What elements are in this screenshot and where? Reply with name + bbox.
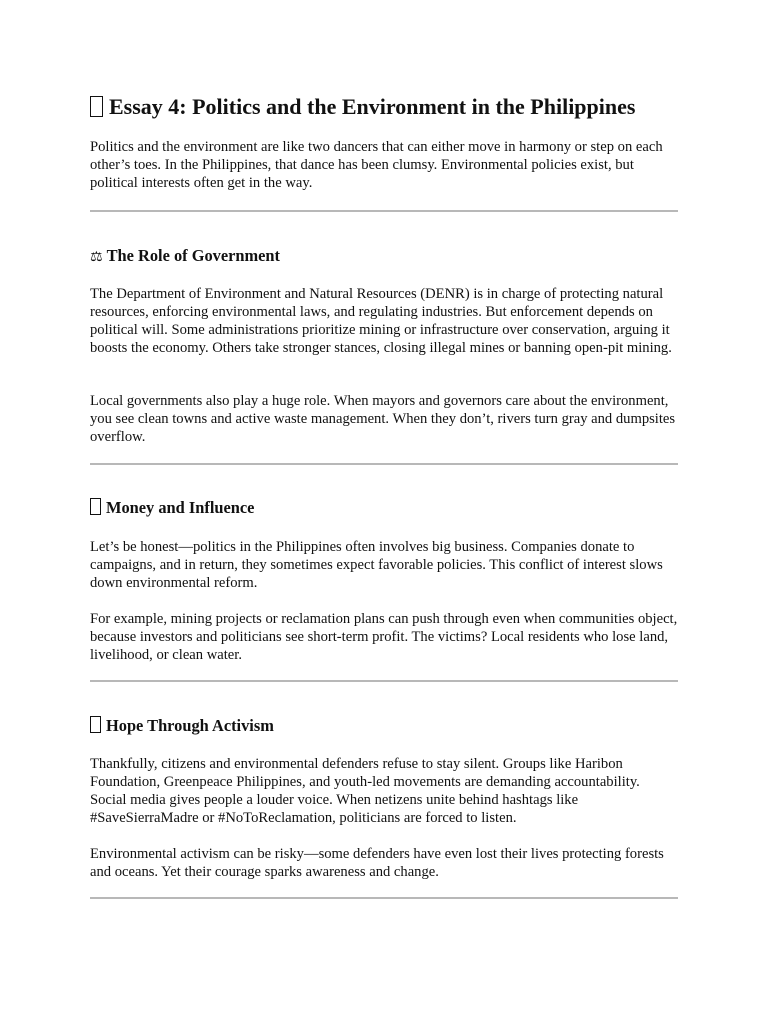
- section-heading-role-of-government: [90, 245, 280, 268]
- balance-scale-icon: ⚖: [90, 249, 103, 265]
- section-paragraph: The Department of Environment and Natural Resources (DENR) is in charge of protecting natural resources, enforcing environmental laws, and regulating industries. But enforcement depends on political will. Some administrations prioritize mining or infrastructure over conservation, arguing it boosts the economy. Others take stronger stances, closing illegal mines or banning open-pit mining.: [90, 286, 672, 356]
- section-heading-money-and-influence: [90, 497, 254, 519]
- page-title-text: Essay 4: Politics and the Environment in the Philippines: [109, 94, 636, 119]
- missing-glyph-icon: [90, 498, 101, 515]
- section-paragraph: For example, mining projects or reclamation plans can push through even when communities object, because investors and politicians see short-term profit. The victims? Local residents who lose land, livelihood, or clean water.: [90, 611, 678, 663]
- section-heading-text: Hope Through Activism: [106, 716, 274, 735]
- section-paragraph: Thankfully, citizens and environmental defenders refuse to stay silent. Groups like Haribon Foundation, Greenpeace Philippines, and youth-led movements are demanding accountability. Social media gives people a louder voice. When netizens unite behind hashtags like #SaveSierraMadre or #NoToReclamation, politicians are forced to listen.: [90, 756, 640, 826]
- section-paragraph: Environmental activism can be risky—some defenders have even lost their lives protecting forests and oceans. Yet their courage sparks awareness and change.: [90, 846, 664, 880]
- intro-paragraph: Politics and the environment are like two dancers that can either move in harmony or step on each other’s toes. In the Philippines, that dance has been clumsy. Environmental policies exist, but political interests often get in the way.: [90, 139, 663, 191]
- section-heading-text: The Role of Government: [106, 246, 281, 265]
- section-divider: [90, 210, 678, 212]
- page-title: [90, 92, 690, 122]
- section-divider: [90, 680, 678, 682]
- section-paragraph: Local governments also play a huge role. When mayors and governors care about the environment, you see clean towns and active waste management. When they don’t, rivers turn gray and dumpsites overflow.: [90, 393, 676, 445]
- section-divider: [90, 897, 678, 899]
- section-paragraph: Let’s be honest—politics in the Philippines often involves big business. Companies donate to campaigns, and in return, they sometimes expect favorable policies. This conflict of interest slows down environmental reform.: [90, 539, 663, 591]
- section-heading-hope-through-activism: [90, 715, 274, 737]
- missing-glyph-icon: [90, 96, 103, 117]
- section-heading-text: Money and Influence: [106, 498, 255, 517]
- section-divider: [90, 463, 678, 465]
- missing-glyph-icon: [90, 716, 101, 733]
